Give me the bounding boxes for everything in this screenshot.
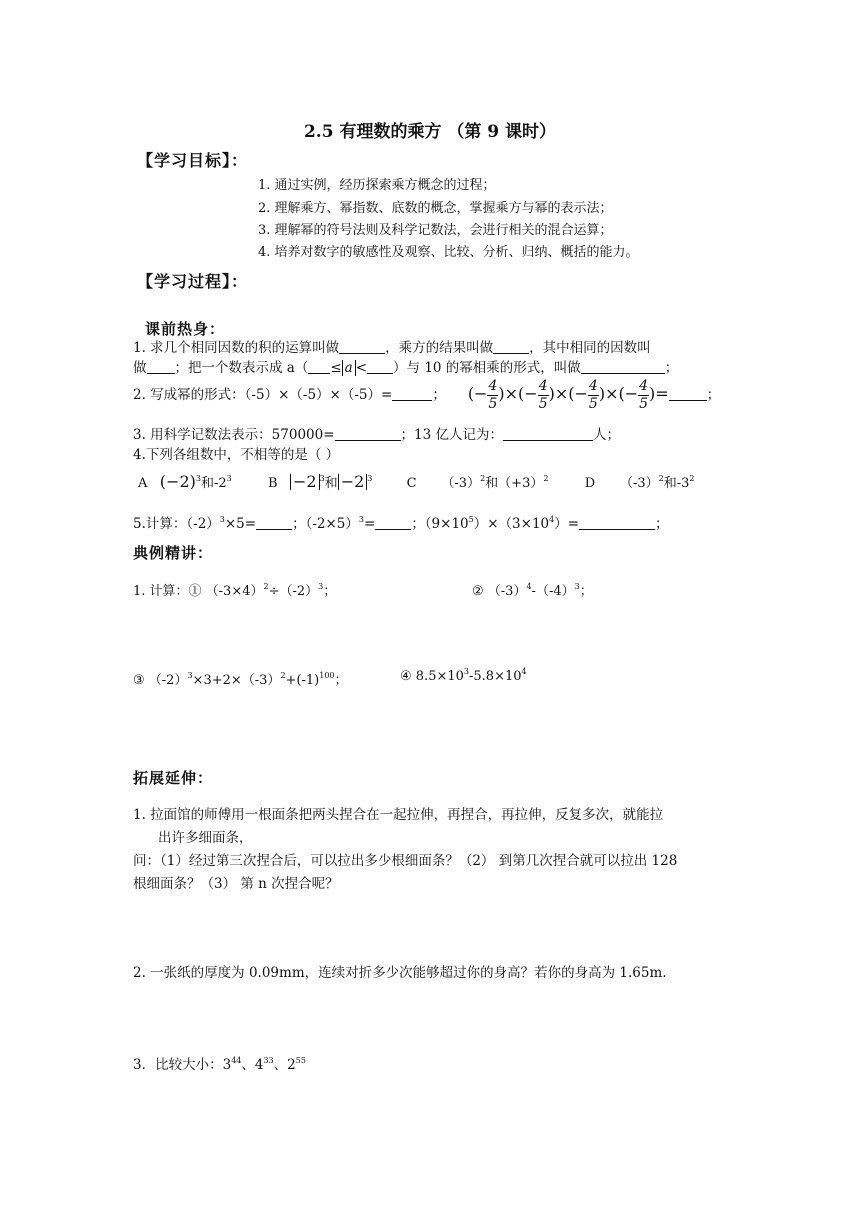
- answer-blank[interactable]: [367, 359, 393, 374]
- answer-blank[interactable]: [339, 339, 385, 354]
- warmup-q2: 2. 写成幂的形式：（-5）×（-5）×（-5）= ； (− $\frac{4}{5}$ )×(− $\frac{4}{5}$ )×(− $\frac{4}{5}$ )×(− $\frac{4}{5}$ )= ；: [133, 378, 721, 412]
- option-c[interactable]: C $(-3)^2$和$(+3)^2$: [406, 474, 549, 491]
- example-3: ③ $(-2)^3\times 3+2\times(-3)^2+(-1)^{100}$；: [133, 671, 348, 688]
- process-heading: 【学习过程】：: [137, 272, 249, 291]
- fraction: $\frac{4}{5}$: [639, 378, 649, 412]
- goal-item-3: 3. 理解幂的符号法则及科学记数法，会进行相关的混合运算；: [258, 223, 613, 238]
- answer-blank[interactable]: [375, 515, 411, 530]
- extension-p3: 3．比较大小：$3^{44}$、$4^{33}$、$2^{55}$: [133, 1056, 306, 1073]
- answer-blank[interactable]: [256, 515, 292, 530]
- example-4: ④ $8.5\times 10^3-5.8\times 10^4$: [400, 667, 527, 684]
- warmup-q3: 3. 用科学记数法表示：570000= ；13 亿人记为： 人；: [133, 427, 621, 443]
- goals-heading: 【学习目标】：: [137, 151, 249, 170]
- page-title: 2.5 有理数的乘方 （第 9 课时）: [303, 122, 557, 142]
- extension-heading: 拓展延伸：: [133, 769, 214, 787]
- extension-p2: 2. 一张纸的厚度为 0.09mm，连续对折多少次能够超过你的身高？若你的身高为 1.65m.: [133, 965, 667, 981]
- answer-blank[interactable]: [581, 359, 665, 374]
- option-a[interactable]: A $(-2)^3$和$-2^3$: [138, 472, 232, 491]
- warmup-heading: 课前热身：: [145, 320, 226, 338]
- extension-p1-line3: 问：（1）经过第三次捏合后，可以拉出多少根细面条？（2） 到第几次捏合就可以拉出 128: [133, 853, 678, 869]
- option-b[interactable]: B −2 $^3$和 −2 $^3$: [268, 472, 373, 491]
- answer-blank[interactable]: [493, 339, 529, 354]
- extension-p1-line1: 1. 拉面馆的师傅用一根面条把两头捏合在一起拉伸，再捏合，再拉伸，反复多次，就能拉: [133, 807, 664, 823]
- examples-heading: 典例精讲：: [133, 544, 214, 562]
- answer-blank[interactable]: [147, 359, 175, 374]
- warmup-q5: 5.计算：$(-2)^3\times 5=$ ；$(-2\times 5)^3=$ ；$(9\times 10^5)\times(3\times 10^4)=$ ；: [133, 515, 669, 532]
- answer-blank[interactable]: [669, 386, 707, 401]
- example-1: 1. 计算：① $(-3\times 4)^2\div(-2)^3$；: [133, 582, 337, 599]
- answer-blank[interactable]: [335, 426, 401, 441]
- fraction: $\frac{4}{5}$: [488, 378, 498, 412]
- answer-blank[interactable]: [392, 386, 432, 401]
- goal-item-4: 4. 培养对数字的敏感性及观察、比较、分析、归纳、概括的能力。: [258, 245, 639, 260]
- extension-p1-line2: 出许多细面条，: [158, 830, 253, 846]
- goal-item-2: 2. 理解乘方、幂指数、底数的概念，掌握乘方与幂的表示法；: [258, 201, 613, 216]
- answer-blank[interactable]: [308, 359, 330, 374]
- warmup-q4: 4.下列各组数中，不相等的是（ ）: [133, 447, 340, 463]
- answer-blank[interactable]: [503, 426, 593, 441]
- q4-options: [138, 472, 694, 491]
- example-2: ② $(-3)^4-(-4)^3$；: [472, 582, 593, 599]
- warmup-q1-line1: 1. 求几个相同因数的积的运算叫做 ，乘方的结果叫做 ，其中相同的因数叫: [133, 340, 651, 356]
- answer-blank[interactable]: [579, 515, 655, 530]
- goal-item-1: 1. 通过实例，经历探索乘方概念的过程；: [258, 178, 496, 193]
- option-d[interactable]: D $(-3)^2$和$-3^2$: [584, 474, 695, 491]
- fraction: $\frac{4}{5}$: [588, 378, 598, 412]
- fraction: $\frac{4}{5}$: [538, 378, 548, 412]
- abs-a: a: [342, 360, 356, 376]
- warmup-q1-line2: 做 ；把一个数表示成 a（ ≤ a < ）与 10 的幂相乘的形式，叫做 ；: [133, 360, 679, 376]
- extension-p1-line4: 根细面条？（3） 第 n 次捏合呢？: [133, 876, 339, 892]
